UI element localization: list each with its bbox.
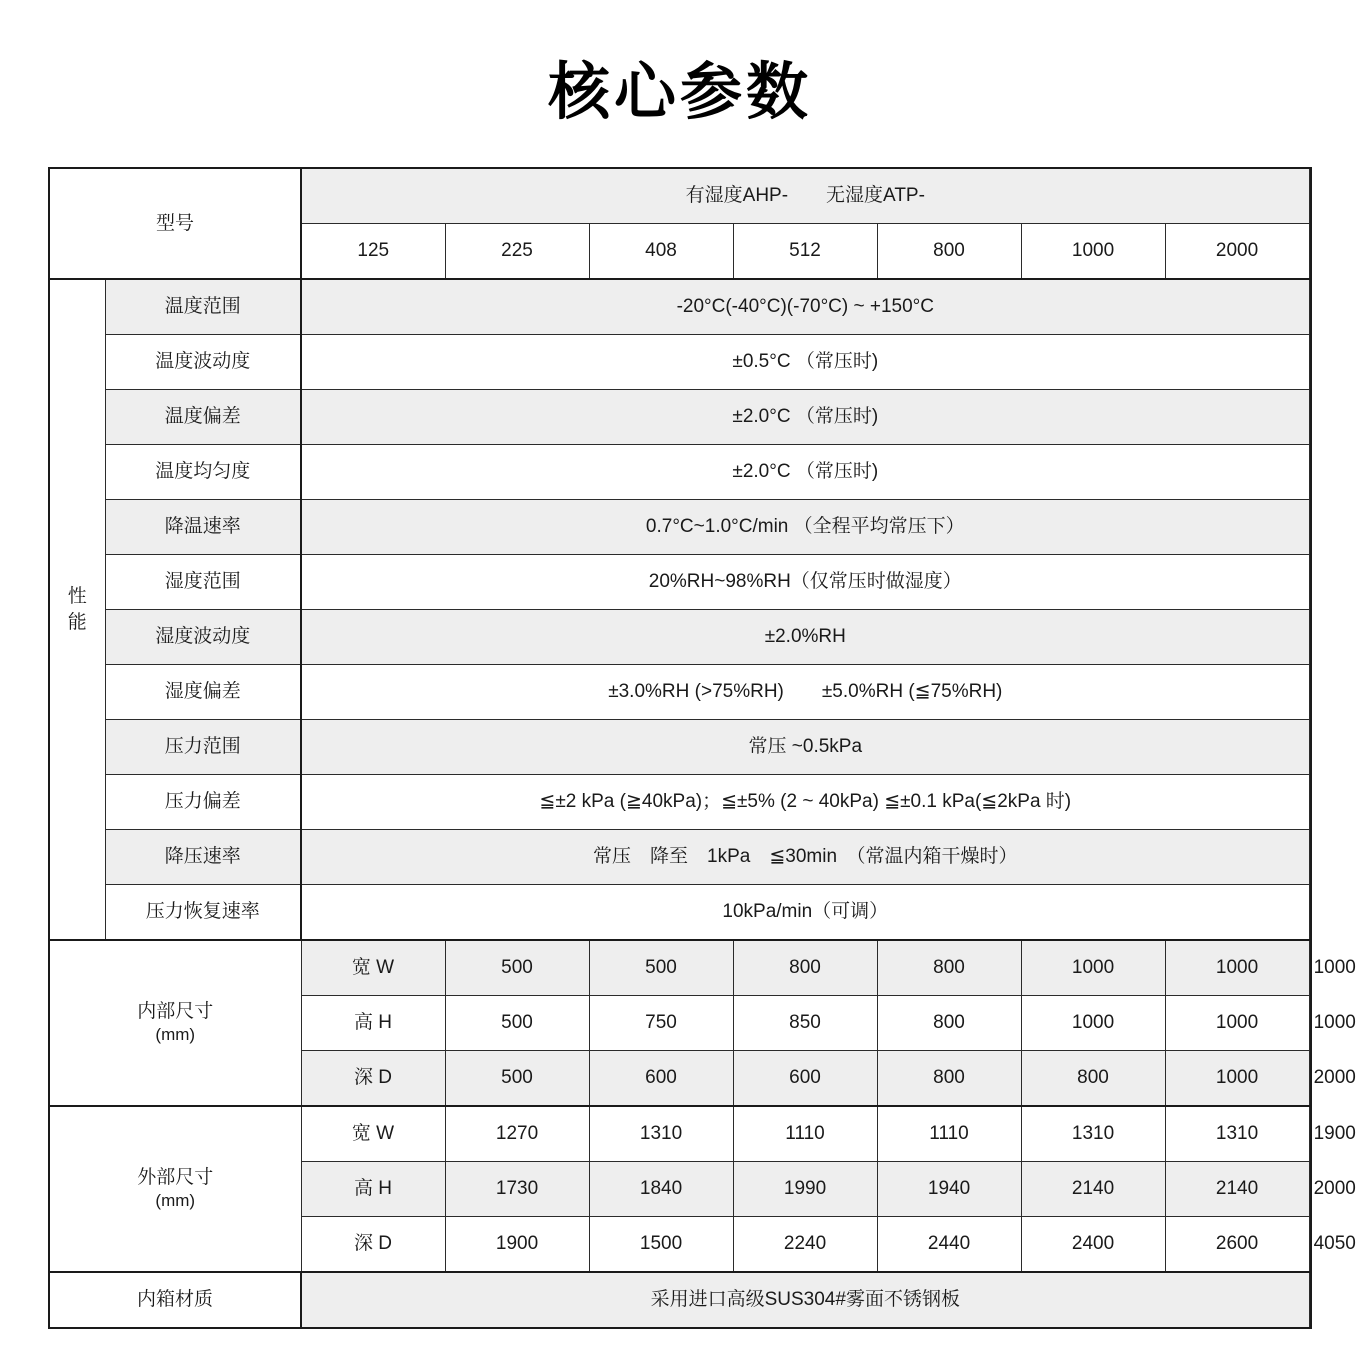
inner-width-125: 500	[445, 940, 589, 996]
outer-height-2000: 2000	[1309, 1162, 1311, 1217]
outer-height-408: 1990	[733, 1162, 877, 1217]
row-value-pressure-range: 常压 ~0.5kPa	[301, 720, 1309, 775]
row-label-temperature-deviation: 温度偏差	[105, 390, 301, 445]
inner-height-1000: 1000	[1165, 996, 1309, 1051]
row-label-pressure-range: 压力范围	[105, 720, 301, 775]
outer-depth-800: 2400	[1021, 1217, 1165, 1273]
outer-depth-512: 2440	[877, 1217, 1021, 1273]
row-label-temperature-range: 温度范围	[105, 279, 301, 335]
outer-height-label: 高 H	[301, 1162, 445, 1217]
inner-width-800: 1000	[1021, 940, 1165, 996]
table-row-performance-12	[49, 885, 1311, 941]
inner-depth-512: 800	[877, 1051, 1021, 1107]
outer-width-512: 1110	[877, 1106, 1021, 1162]
inner-width-225: 500	[589, 940, 733, 996]
inner-depth-label: 深 D	[301, 1051, 445, 1107]
table-row-performance-10	[49, 775, 1311, 830]
model-cell-125: 125	[301, 224, 445, 280]
row-label-humidity-fluctuation: 湿度波动度	[105, 610, 301, 665]
row-value-humidity-deviation: ±3.0%RH (>75%RH) ±5.0%RH (≦75%RH)	[301, 665, 1309, 720]
model-label-cell: 型号	[49, 168, 301, 279]
outer-height-125: 1730	[445, 1162, 589, 1217]
inner-depth-2000: 2000	[1309, 1051, 1311, 1107]
table-row-performance-2	[49, 335, 1311, 390]
inner-height-2000: 1000	[1309, 996, 1311, 1051]
outer-size-group-label	[49, 1106, 301, 1272]
outer-size-unit: (mm)	[155, 1191, 196, 1211]
row-label-depressurization-rate: 降压速率	[105, 830, 301, 885]
table-row-performance-9	[49, 720, 1311, 775]
spec-sheet-page	[0, 42, 1360, 1347]
inner-width-2000: 1000	[1309, 940, 1311, 996]
model-cell-408: 408	[589, 224, 733, 280]
row-value-humidity-fluctuation: ±2.0%RH	[301, 610, 1309, 665]
row-value-humidity-range: 20%RH~98%RH（仅常压时做湿度）	[301, 555, 1309, 610]
model-cell-2000: 2000	[1165, 224, 1309, 280]
performance-group-label	[49, 279, 105, 940]
table-row-performance-7	[49, 610, 1311, 665]
outer-width-2000: 1900	[1309, 1106, 1311, 1162]
row-label-pressure-deviation: 压力偏差	[105, 775, 301, 830]
outer-width-label: 宽 W	[301, 1106, 445, 1162]
outer-depth-1000: 2600	[1165, 1217, 1309, 1273]
inner-width-512: 800	[877, 940, 1021, 996]
model-cell-800: 800	[877, 224, 1021, 280]
outer-width-408: 1110	[733, 1106, 877, 1162]
inner-width-408: 800	[733, 940, 877, 996]
core-parameters-table	[48, 167, 1356, 1329]
inner-height-125: 500	[445, 996, 589, 1051]
row-label-cooling-rate: 降温速率	[105, 500, 301, 555]
row-value-temperature-fluctuation: ±0.5°C （常压时)	[301, 335, 1309, 390]
outer-depth-125: 1900	[445, 1217, 589, 1273]
inner-width-label: 宽 W	[301, 940, 445, 996]
inner-size-unit: (mm)	[155, 1025, 196, 1045]
outer-height-225: 1840	[589, 1162, 733, 1217]
inner-depth-800: 800	[1021, 1051, 1165, 1107]
model-cell-225: 225	[445, 224, 589, 280]
model-header-cell: 有湿度AHP- 无湿度ATP-	[301, 168, 1309, 224]
outer-size-label: 外部尺寸	[137, 1166, 214, 1188]
performance-label-line2: 能	[67, 611, 87, 633]
material-value: 采用进口高级SUS304#雾面不锈钢板	[301, 1272, 1309, 1328]
outer-depth-label: 深 D	[301, 1217, 445, 1273]
outer-width-800: 1310	[1021, 1106, 1165, 1162]
table-row-performance-4	[49, 445, 1311, 500]
inner-depth-1000: 1000	[1165, 1051, 1309, 1107]
row-value-temperature-range: -20°C(-40°C)(-70°C) ~ +150°C	[301, 279, 1309, 335]
row-label-temperature-fluctuation: 温度波动度	[105, 335, 301, 390]
outer-depth-225: 1500	[589, 1217, 733, 1273]
inner-size-group-label	[49, 940, 301, 1106]
outer-height-1000: 2140	[1165, 1162, 1309, 1217]
model-cell-1000: 1000	[1021, 224, 1165, 280]
row-value-temperature-uniformity: ±2.0°C （常压时)	[301, 445, 1309, 500]
row-value-depressurization-rate: 常压 降至 1kPa ≦30min （常温内箱干燥时）	[301, 830, 1309, 885]
table-row-model-header	[49, 168, 1311, 224]
performance-label-line1: 性	[67, 585, 87, 607]
material-label: 内箱材质	[49, 1272, 301, 1328]
inner-height-512: 800	[877, 996, 1021, 1051]
table-row-performance-3	[49, 390, 1311, 445]
outer-width-225: 1310	[589, 1106, 733, 1162]
table-row-performance-6	[49, 555, 1311, 610]
row-value-pressure-deviation: ≦±2 kPa (≧40kPa)；≦±5% (2 ~ 40kPa) ≦±0.1 kPa(≦2kPa 时)	[301, 775, 1309, 830]
row-label-pressure-recovery-rate: 压力恢复速率	[105, 885, 301, 941]
inner-depth-125: 500	[445, 1051, 589, 1107]
row-label-humidity-range: 湿度范围	[105, 555, 301, 610]
inner-height-label: 高 H	[301, 996, 445, 1051]
table-row-inner-width	[49, 940, 1311, 996]
row-value-cooling-rate: 0.7°C~1.0°C/min （全程平均常压下）	[301, 500, 1309, 555]
table-row-performance-1	[49, 279, 1311, 335]
row-value-pressure-recovery-rate: 10kPa/min（可调）	[301, 885, 1309, 941]
inner-size-label: 内部尺寸	[137, 1000, 214, 1022]
table-row-performance-8	[49, 665, 1311, 720]
row-value-temperature-deviation: ±2.0°C （常压时)	[301, 390, 1309, 445]
outer-width-1000: 1310	[1165, 1106, 1309, 1162]
table-row-performance-11	[49, 830, 1311, 885]
table-row-performance-5	[49, 500, 1311, 555]
row-label-temperature-uniformity: 温度均匀度	[105, 445, 301, 500]
inner-depth-225: 600	[589, 1051, 733, 1107]
inner-height-408: 850	[733, 996, 877, 1051]
inner-height-800: 1000	[1021, 996, 1165, 1051]
table-row-outer-width	[49, 1106, 1311, 1162]
inner-height-225: 750	[589, 996, 733, 1051]
outer-width-125: 1270	[445, 1106, 589, 1162]
outer-depth-2000: 4050	[1309, 1217, 1311, 1273]
row-label-humidity-deviation: 湿度偏差	[105, 665, 301, 720]
inner-depth-408: 600	[733, 1051, 877, 1107]
outer-height-800: 2140	[1021, 1162, 1165, 1217]
inner-width-1000: 1000	[1165, 940, 1309, 996]
outer-depth-408: 2240	[733, 1217, 877, 1273]
model-cell-512: 512	[733, 224, 877, 280]
table-row-material	[49, 1272, 1311, 1328]
page-title: 核心参数	[547, 58, 812, 127]
outer-height-512: 1940	[877, 1162, 1021, 1217]
